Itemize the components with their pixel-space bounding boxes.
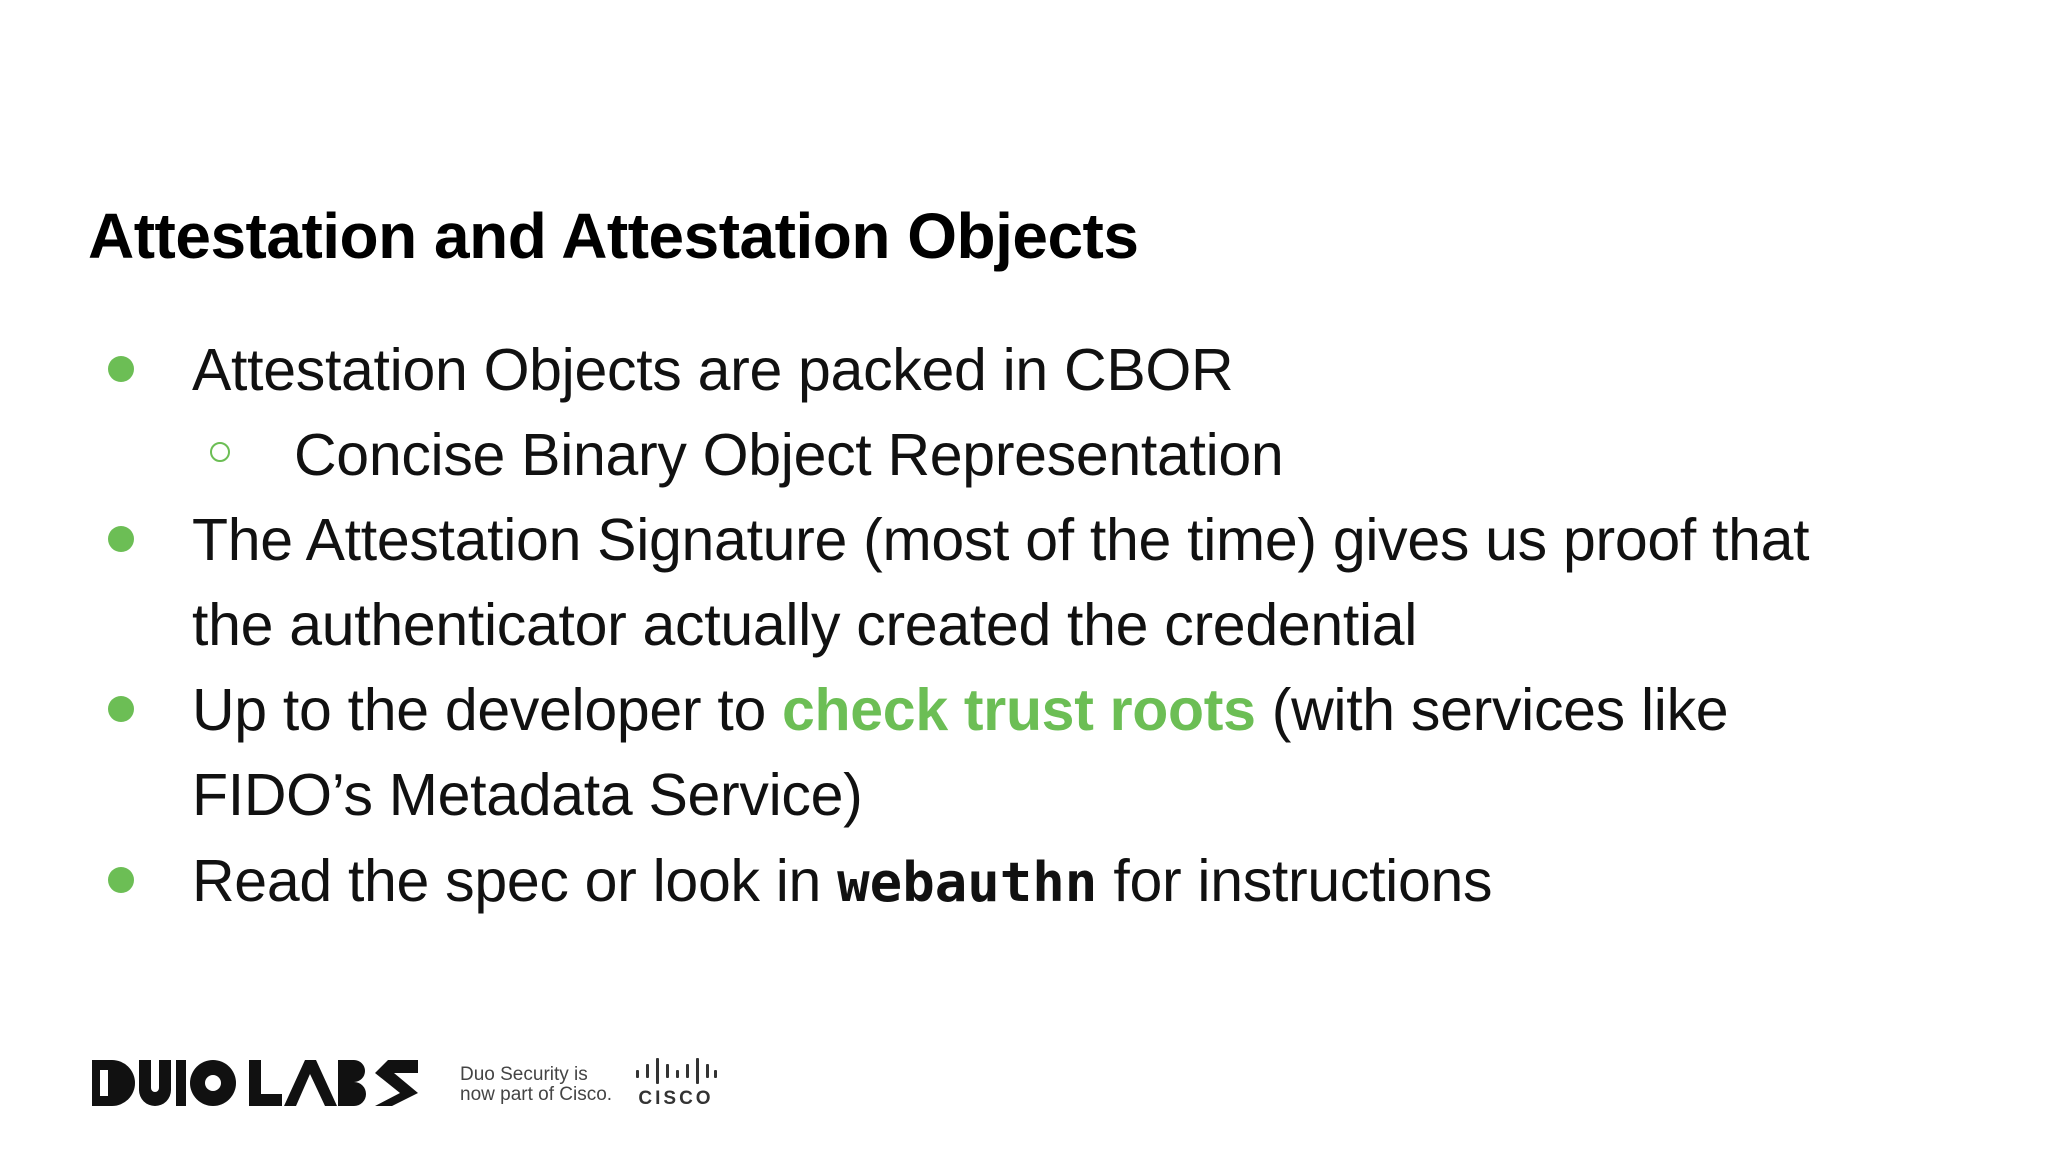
bullet-item-4 (0, 838, 2048, 924)
cisco-logo (634, 1058, 724, 1108)
bullet-text-line2: the authenticator actually created the credential (192, 592, 1418, 658)
note-line-1: Duo Security is (460, 1064, 588, 1085)
bullet-item-1 (0, 327, 2048, 413)
highlighted-phrase: check trust roots (782, 677, 1256, 743)
sub-bullet-circle-icon (210, 442, 230, 462)
sub-bullet-item-1 (0, 412, 2048, 498)
bullet-item-2-continued (0, 582, 2048, 668)
bullet-dot-icon (108, 526, 134, 552)
bullet-dot-icon (108, 867, 134, 893)
bullet-text-after: (with services like (1255, 677, 1729, 743)
bullet-text-after: for instructions (1097, 848, 1493, 914)
slide-title: Attestation and Attestation Objects (88, 200, 1139, 272)
bullet-text-line1 (192, 667, 1728, 753)
duo-labs-logo (92, 1060, 418, 1106)
sub-bullet-text: Concise Binary Object Representation (294, 422, 1284, 488)
bullet-item-3-continued (0, 752, 2048, 838)
bullet-dot-icon (108, 356, 134, 382)
acquisition-note (460, 1065, 612, 1105)
bullet-text-before: Read the spec or look in (192, 848, 838, 914)
bullet-text: Attestation Objects are packed in CBOR (192, 337, 1234, 403)
bullet-item-3 (0, 667, 2048, 753)
bullet-text (192, 838, 1492, 926)
bullet-text-before: Up to the developer to (192, 677, 783, 743)
cisco-bars-icon (634, 1058, 718, 1084)
code-term: webauthn (837, 851, 1098, 914)
bullet-text-line2: FIDO’s Metadata Service) (192, 762, 863, 828)
bullet-text-line1: The Attestation Signature (most of the time) gives us proof that (192, 507, 1810, 573)
note-line-2: now part of Cisco. (460, 1084, 613, 1105)
bullet-dot-icon (108, 696, 134, 722)
cisco-wordmark: CISCO (638, 1088, 714, 1109)
bullet-item-2 (0, 497, 2048, 583)
